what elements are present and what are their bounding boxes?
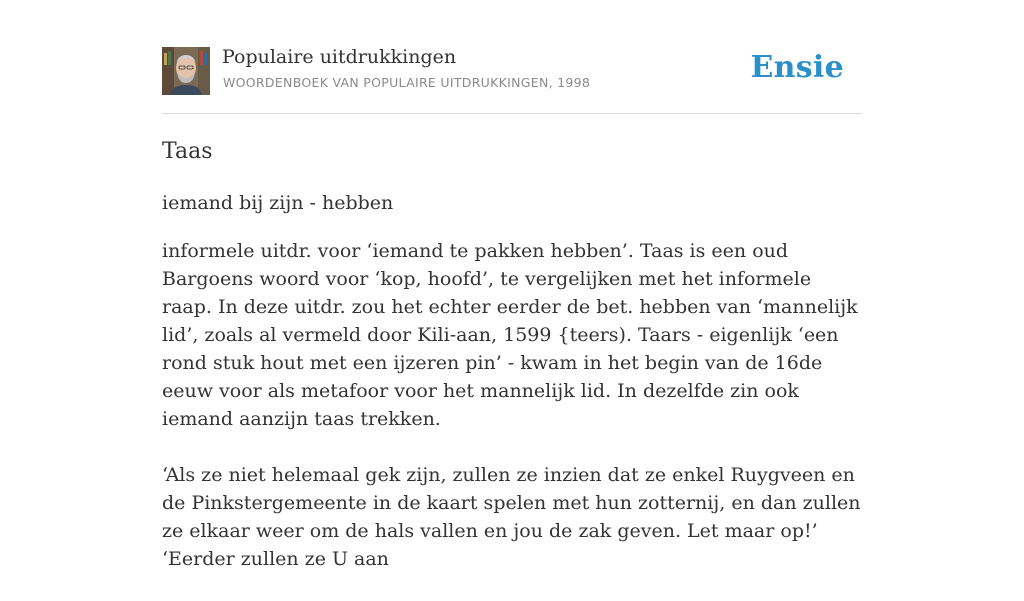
author-portrait-icon — [162, 47, 210, 95]
entry-title: Taas — [162, 139, 213, 164]
header-divider — [162, 113, 862, 114]
ensie-logo-link[interactable]: Ensie — [750, 50, 844, 85]
entry-paragraph: ‘Als ze niet helemaal gek zijn, zullen ze inzien dat ze enkel Ruygveen en de Pinkstergemeente in de kaart spelen met hun zotternij, en dan zullen ze elkaar weer om de hals vallen en jou de zak geven. Let maar op!’ ‘Eerder zullen ze U aan — [162, 464, 861, 570]
entry-body — [162, 237, 862, 601]
author-avatar[interactable] — [162, 47, 210, 95]
entry-paragraph: informele uitdr. voor ‘iemand te pakken hebben’. Taas is een oud Bargoens woord voor ‘kop, hoofd’, te vergelijken met het informele raap. In deze uitdr. zou het echter eerder de bet. hebben van ‘mannelijk lid’, zoals al vermeld door Kili-aan, 1599 {teers). Taars - eigenlijk ‘een rond stuk hout met een ijzeren pin’ - kwam in het begin van de 16de eeuw voor als metafoor voor het mannelijk lid. In dezelfde zin ook iemand aanzijn taas trekken. — [162, 240, 858, 430]
page-header — [162, 46, 862, 96]
book-subtitle: WOORDENBOEK VAN POPULAIRE UITDRUKKINGEN, 1998 — [223, 75, 591, 90]
book-title[interactable]: Populaire uitdrukkingen — [222, 46, 457, 68]
entry-subtitle: iemand bij zijn - hebben — [162, 192, 394, 214]
